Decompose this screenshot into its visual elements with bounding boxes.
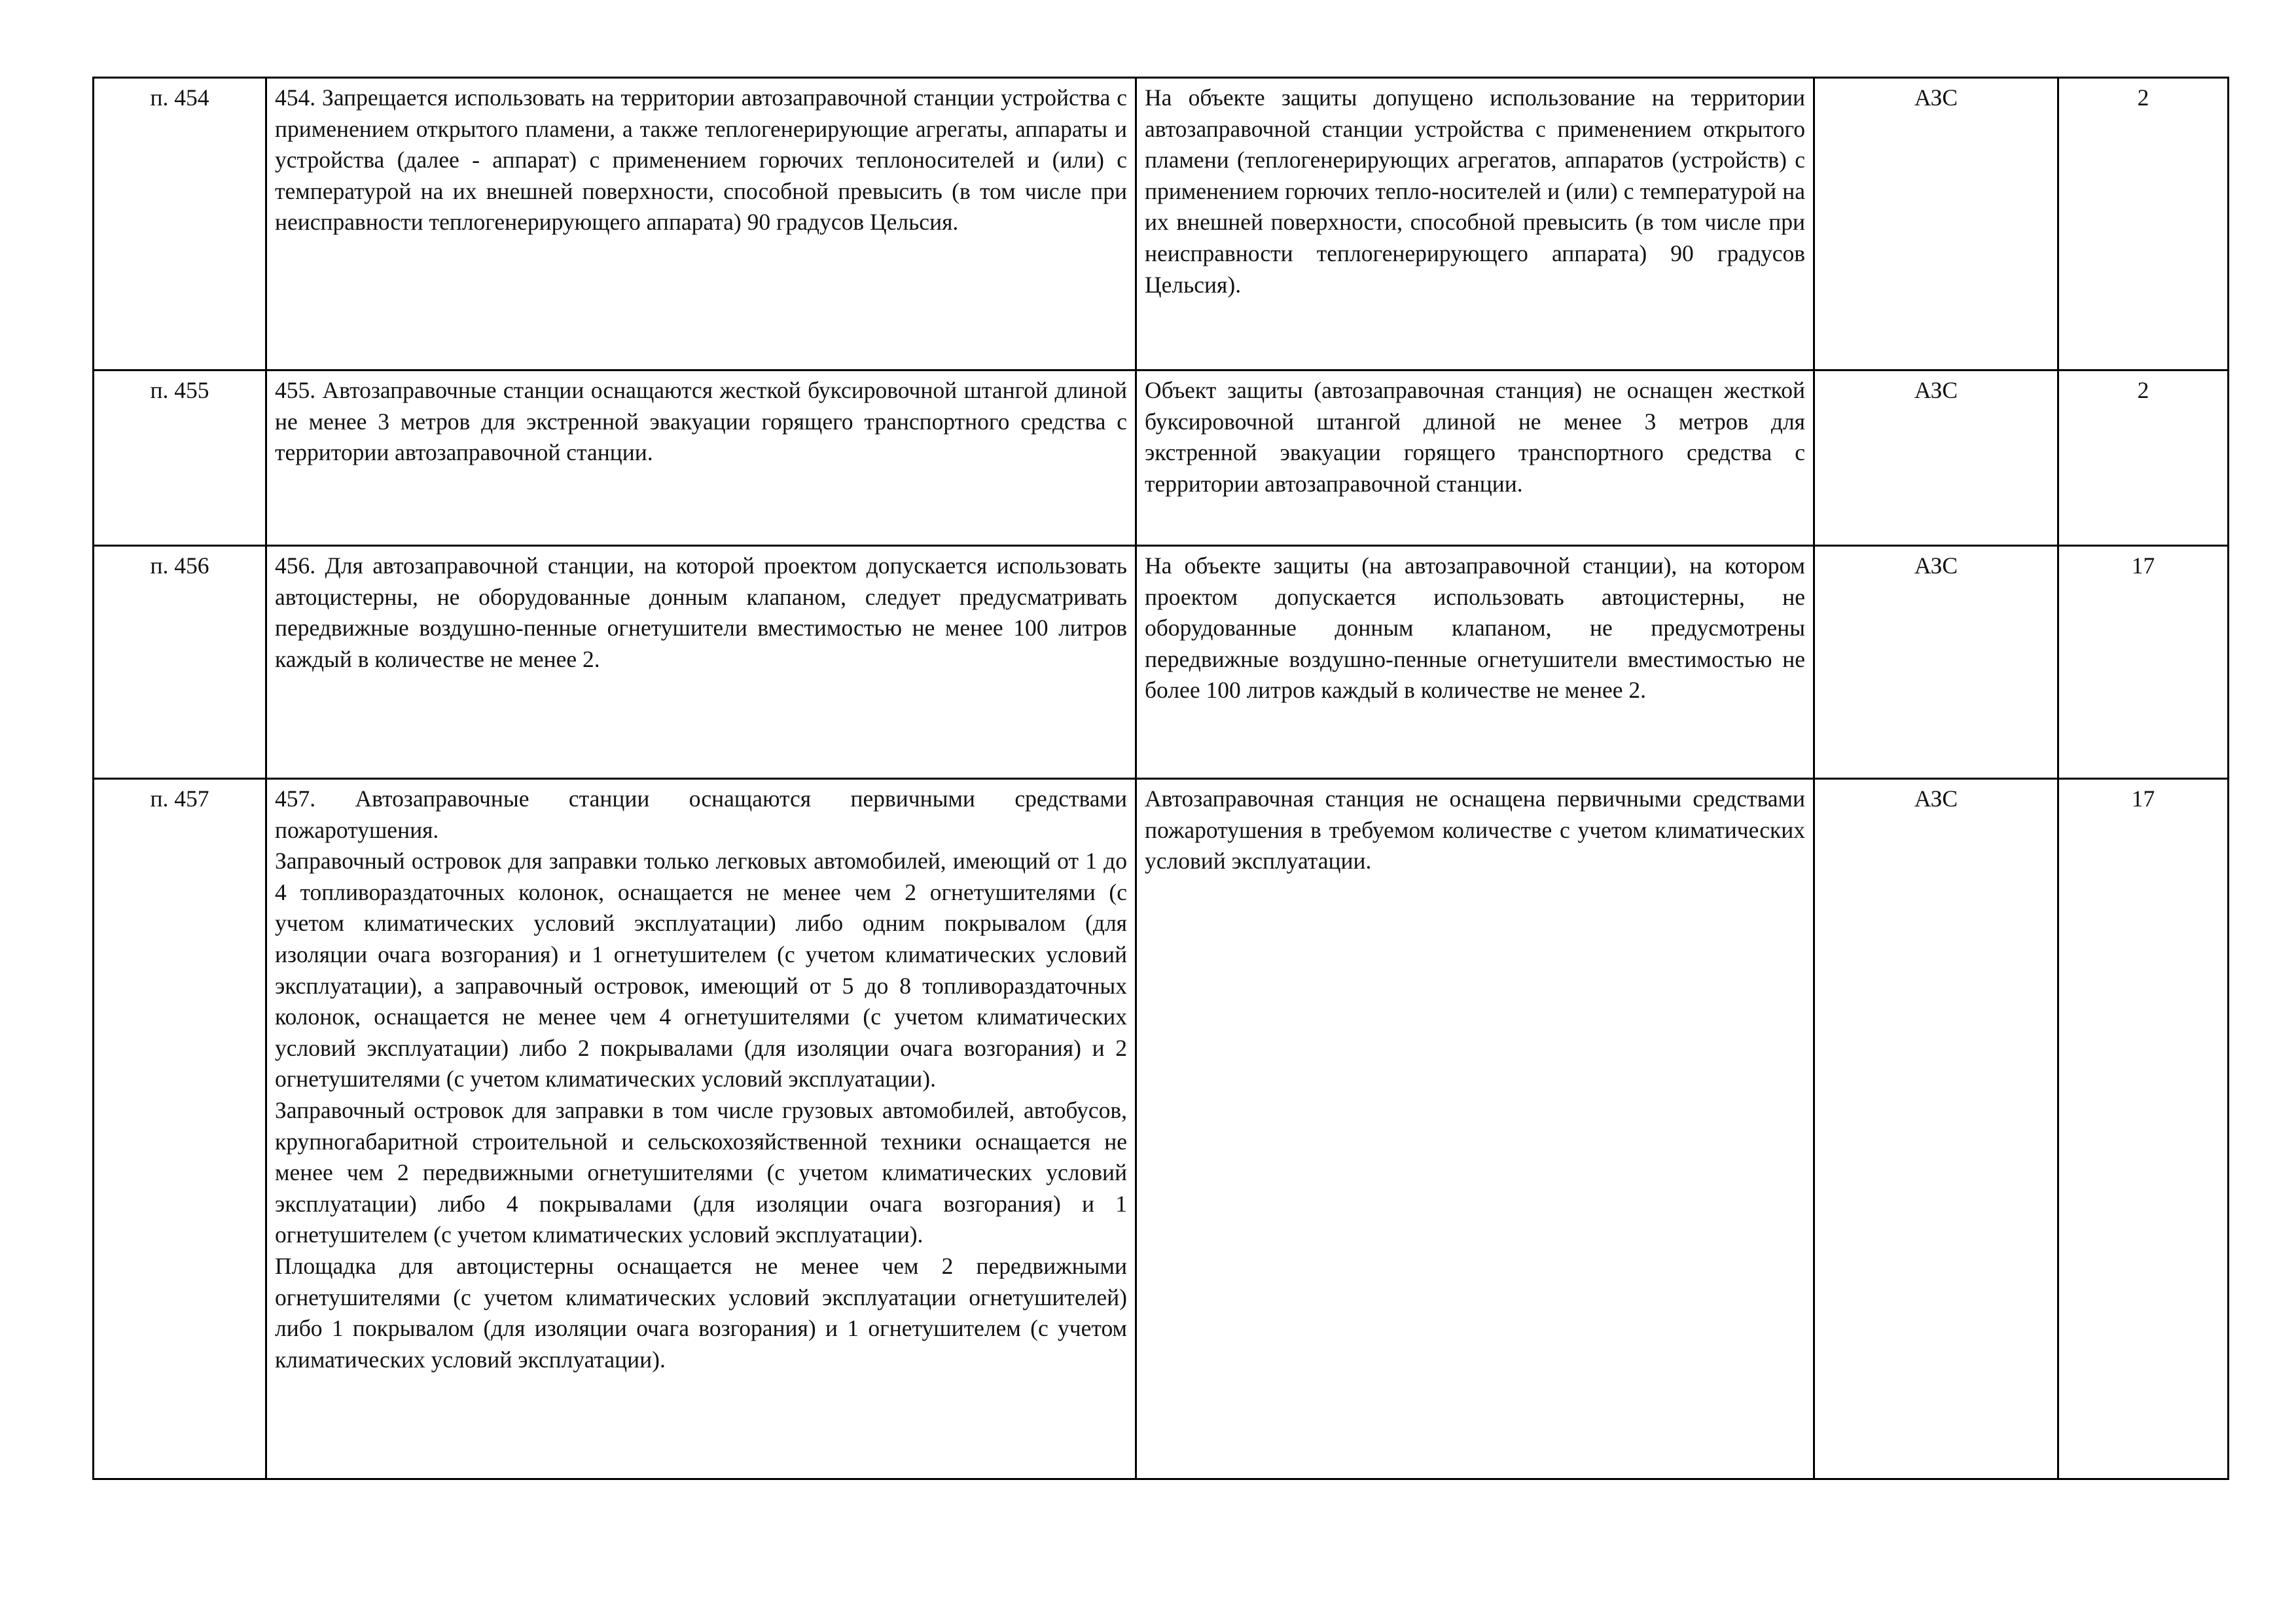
clause-ref-cell: п. 457 xyxy=(94,779,266,1479)
requirement-cell xyxy=(266,546,1136,779)
number-cell: 17 xyxy=(2058,779,2229,1479)
clause-ref-cell: п. 454 xyxy=(94,78,266,370)
table-row xyxy=(94,78,2229,370)
violation-cell: Автозаправочная станция не оснащена первичными средствами пожаротушения в требуемом количестве с учетом климатических условий эксплуатации. xyxy=(1136,779,1814,1479)
number-cell: 17 xyxy=(2058,546,2229,779)
object-type-cell: АЗС xyxy=(1814,546,2058,779)
table-row xyxy=(94,370,2229,546)
document-page xyxy=(92,77,2227,1480)
table-row xyxy=(94,779,2229,1479)
clause-ref-cell: п. 455 xyxy=(94,370,266,546)
violation-cell: На объекте защиты допущено использование на территории автозаправочной станции устройства с применением открытого пламени (теплогенерирующих агрегатов, аппаратов (устройств) с применением горючих тепло-носителей и (или) с температурой на их внешней поверхности, способной превысить (в том числе при неисправности теплогенерирующего аппарата) 90 градусов Цельсия). xyxy=(1136,78,1814,370)
object-type-cell: АЗС xyxy=(1814,370,2058,546)
object-type-cell: АЗС xyxy=(1814,779,2058,1479)
requirement-paragraph: Площадка для автоцистерны оснащается не менее чем 2 передвижными огнетушителями (с учетом климатических условий эксплуатации огнетушителей) либо 1 покрывалом (для изоляции очага возгорания) и 1 огнетушителем (с учетом климатических условий эксплуатации). xyxy=(275,1252,1127,1373)
table-row xyxy=(94,546,2229,779)
requirement-cell xyxy=(266,370,1136,546)
violation-cell: На объекте защиты (на автозаправочной станции), на котором проектом допускается использовать автоцистерны, не оборудованные донным клапаном, не предусмотрены передвижные воздушно-пенные огнетушители вместимостью не более 100 литров каждый в количестве не менее 2. xyxy=(1136,546,1814,779)
requirement-paragraph: 455. Автозаправочные станции оснащаются жесткой буксировочной штангой длиной не менее 3 метров для экстренной эвакуации горящего транспортного средства с территории автозаправочной станции. xyxy=(275,377,1127,466)
violation-cell: Объект защиты (автозаправочная станция) не оснащен жесткой буксировочной штангой длиной не менее 3 метров для экстренной эвакуации горящего транспортного средства с территории автозаправочной станции. xyxy=(1136,370,1814,546)
requirements-table xyxy=(92,77,2229,1480)
requirement-paragraph: 457. Автозаправочные станции оснащаются первичными средствами пожаротушения. xyxy=(275,785,1127,843)
requirement-cell xyxy=(266,779,1136,1479)
requirement-paragraph: 456. Для автозаправочной станции, на которой проектом допускается использовать автоцистерны, не оборудованные донным клапаном, следует предусматривать передвижные воздушно-пенные огнетушители вместимостью не менее 100 литров каждый в количестве не менее 2. xyxy=(275,552,1127,672)
number-cell: 2 xyxy=(2058,370,2229,546)
requirement-paragraph: 454. Запрещается использовать на территории автозаправочной станции устройства с применением открытого пламени, а также теплогенерирующие агрегаты, аппараты и устройства (далее - аппарат) с применением горючих теплоносителей и (или) с температурой на их внешней поверхности, способной превысить (в том числе при неисправности теплогенерирующего аппарата) 90 градусов Цельсия. xyxy=(275,84,1127,236)
object-type-cell: АЗС xyxy=(1814,78,2058,370)
number-cell: 2 xyxy=(2058,78,2229,370)
requirement-paragraph: Заправочный островок для заправки только легковых автомобилей, имеющий от 1 до 4 топливораздаточных колонок, оснащается не менее чем 2 огнетушителями (с учетом климатических условий эксплуатации) либо одним покрывалом (для изоляции очага возгорания) и 1 огнетушителем (с учетом климатических условий эксплуатации), а заправочный островок, имеющий от 5 до 8 топливораздаточных колонок, оснащается не менее чем 4 огнетушителями (с учетом климатических условий эксплуатации) либо 2 покрывалами (для изоляции очага возгорания) и 2 огнетушителями (с учетом климатических условий эксплуатации). xyxy=(275,848,1127,1092)
requirement-cell xyxy=(266,78,1136,370)
clause-ref-cell: п. 456 xyxy=(94,546,266,779)
requirement-paragraph: Заправочный островок для заправки в том числе грузовых автомобилей, автобусов, крупногабаритной строительной и сельскохозяйственной техники оснащается не менее чем 2 передвижными огнетушителями (с учетом климатических условий эксплуатации) либо 4 покрывалами (для изоляции очага возгорания) и 1 огнетушителем (с учетом климатических условий эксплуатации). xyxy=(275,1096,1127,1248)
